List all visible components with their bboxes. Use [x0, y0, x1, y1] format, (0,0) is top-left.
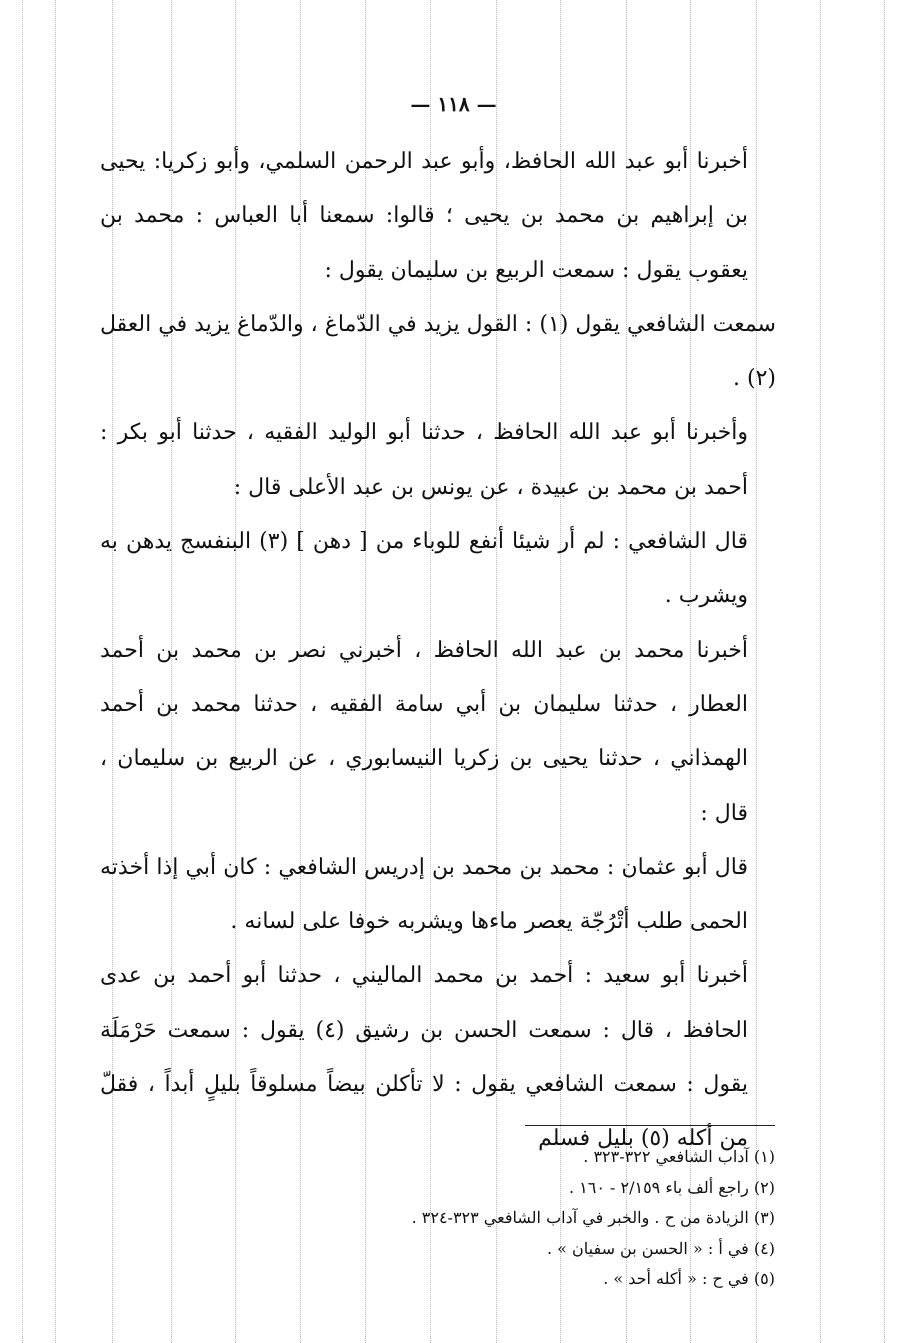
footnote: (٢) راجع ألف باء ٢/١٥٩ - ١٦٠ .: [568, 1177, 775, 1197]
footnote-separator: [525, 1125, 775, 1126]
footnote: (١) آداب الشافعي ٣٢٢-٣٢٣ .: [583, 1147, 775, 1166]
scan-grid-line: [884, 0, 885, 1343]
paragraph: قال الشافعي : لم أر شيئا أنفع للوباء من [ دهن ] (٣) البنفسج يدهن به ويشرب .: [100, 529, 748, 609]
scan-grid-line: [22, 0, 23, 1343]
paragraph: أخبرنا أبو عبد الله الحافظ، وأبو عبد الرحمن السلمي، وأبو زكريا: يحيى بن إبراهيم بن محمد بن يحيى ؛ قالوا: سمعنا أبا العباس : محمد بن يعقوب يقول : سمعت الربيع بن سليمان يقول :: [100, 149, 748, 283]
paragraph: سمعت الشافعي يقول (١) : القول يزيد في الدّماغ ، والدّماغ يزيد في العقل (٢) .: [100, 311, 776, 392]
paragraph: قال أبو عثمان : محمد بن محمد بن إدريس الشافعي : كان أبي إذا أخذته الحمى طلب أتْرُجّة يعصر ماءها ويشربه خوفا على لسانه .: [100, 854, 748, 935]
paragraph: وأخبرنا أبو عبد الله الحافظ ، حدثنا أبو الوليد الفقيه ، حدثنا أبو بكر : أحمد بن محمد بن عبيدة ، عن يونس بن عبد الأعلى قال :: [100, 420, 748, 500]
footnote: (٥) في ح : « أكله أحد » .: [603, 1269, 775, 1288]
paragraph: أخبرنا محمد بن عبد الله الحافظ ، أخبرني نصر بن محمد بن أحمد العطار ، حدثنا سليمان بن أبي سامة الفقيه ، حدثنا محمد بن أحمد الهمذاني ، حدثنا يحيى بن زكريا النيسابوري ، عن الربيع بن سليمان ، قال :: [100, 637, 748, 826]
footnote: (٣) الزيادة من ح . والخبر في آداب الشافعي ٣٢٣-٣٢٤ .: [411, 1208, 775, 1227]
paragraph: أخبرنا أبو سعيد : أحمد بن محمد الماليني ، حدثنا أبو أحمد بن عدى الحافظ ، قال : سمعت الحسن بن رشيق (٤) يقول : سمعت حَرْمَلَة يقول : سمعت الشافعي يقول : لا تأكلن بيضاً مسلوقاً بليلٍ أبداً ، فقلّ من أكله (٥) بليل فسلم: [100, 963, 749, 1152]
main-text: [100, 135, 776, 1167]
footnotes: [411, 1142, 775, 1295]
scan-grid-line: [55, 0, 56, 1343]
footnote: (٤) في أ : « الحسن بن سفيان » .: [546, 1238, 775, 1258]
scan-grid-line: [820, 0, 821, 1343]
page-number: — ١١٨ —: [410, 92, 497, 116]
